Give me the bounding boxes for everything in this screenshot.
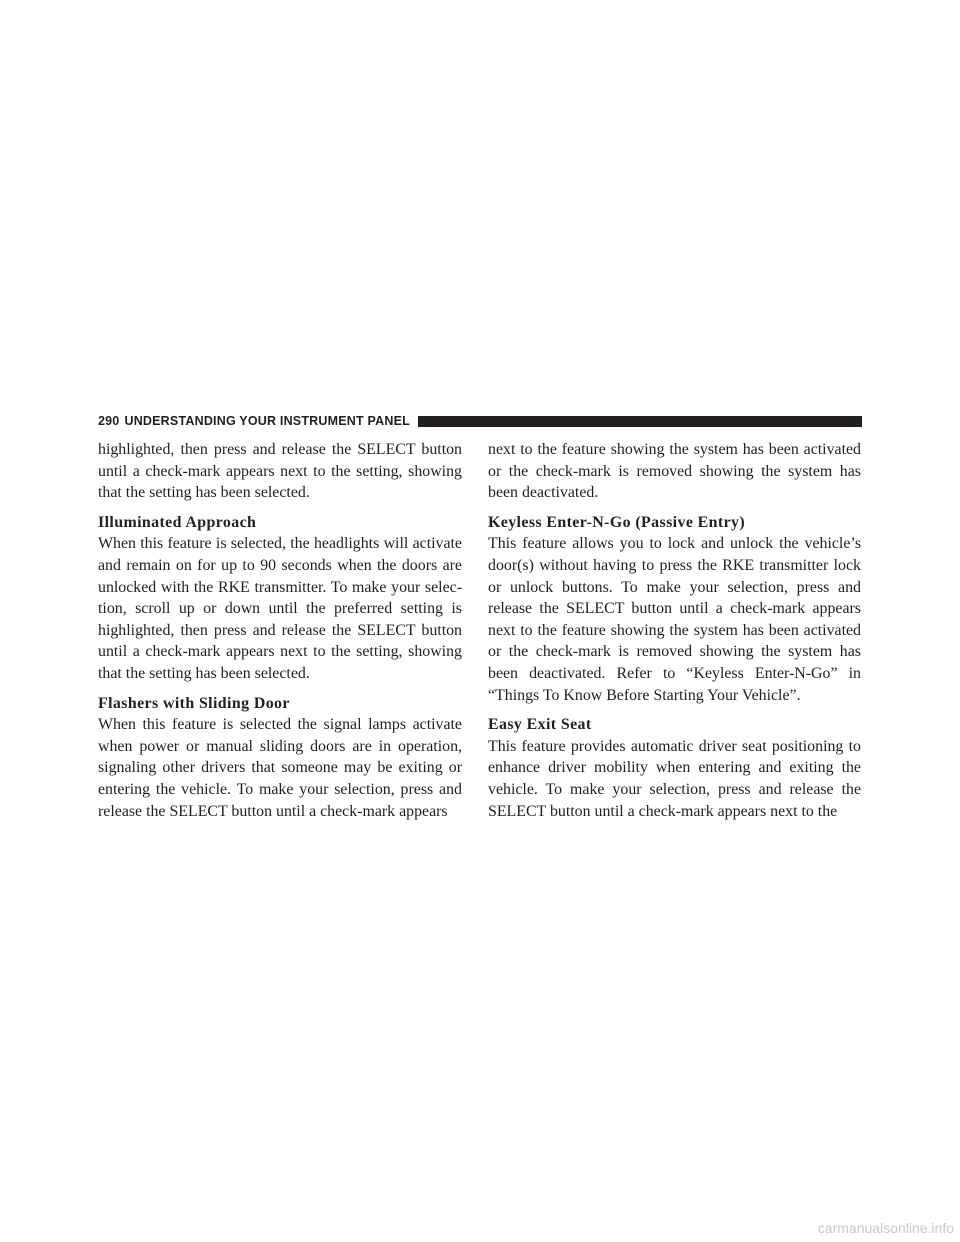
page-number: 290 <box>98 414 120 428</box>
flashers-heading: Flashers with Sliding Door <box>98 694 290 712</box>
flashers-body: When this feature is selected the signal lamps activate when power or manual sliding doors are in operation, signaling other drivers that someone may be exiting or entering the vehicle. To make your selection, press and release the SELECT button until a check-mark appears <box>98 716 462 820</box>
left-column <box>98 439 462 830</box>
section-title: UNDERSTANDING YOUR INSTRUMENT PANEL <box>124 414 410 428</box>
illuminated-approach-heading: Illuminated Approach <box>98 513 257 531</box>
keyless-body: This feature allows you to lock and unlock the vehicle’s door(s) without having to press the RKE transmitter lock or unlock buttons. To make your selection, press and release the SELECT button until a check-mark appears next to the feature showing the system has been activated or the check-mark is removed showing the system has been deactivated. Refer to “Keyless Enter-N-Go” in “Things To Know Before Starting Your Vehicle”. <box>488 535 861 704</box>
watermark: carmanualsonline.info <box>817 1220 954 1236</box>
page-header <box>98 415 862 428</box>
left-intro-paragraph: highlighted, then press and release the SELECT button until a check-mark appears next to the setting, showing that the setting has been selected. <box>98 441 462 502</box>
right-column <box>488 439 861 830</box>
header-text <box>98 415 416 428</box>
easy-exit-heading: Easy Exit Seat <box>488 716 592 734</box>
keyless-heading: Keyless Enter-N-Go (Passive Entry) <box>488 513 746 531</box>
header-rule <box>418 416 862 427</box>
right-intro-paragraph: next to the feature showing the system has been activated or the check-mark is removed showing the system has been deactivated. <box>488 441 861 502</box>
illuminated-approach-body: When this feature is selected, the headlights will activate and remain on for up to 90 seconds when the doors are unlocked with the RKE transmitter. To make your selection, scroll up or down until the preferred setting is highlighted, then press and release the SELECT button until a check-mark appears next to the setting, showing that the setting has been selected. <box>98 535 462 682</box>
easy-exit-body: This feature provides automatic driver seat positioning to enhance driver mobility when entering and exiting the vehicle. To make your selection, press and release the SELECT button until a check-mark appears next to the <box>488 737 861 820</box>
